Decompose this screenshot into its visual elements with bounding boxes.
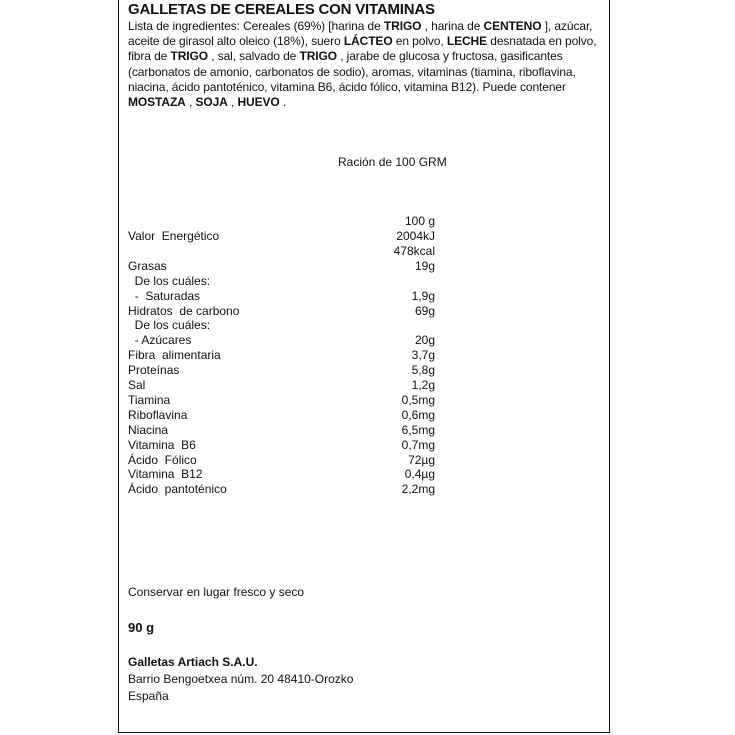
nutrition-header-value: 100 g	[404, 214, 435, 228]
nutrient-label: Sal	[128, 378, 146, 392]
ingredient-text: ,	[185, 95, 196, 110]
nutrient-value: 72µg	[408, 452, 435, 467]
ingredient-text: , sal, salvado de	[207, 49, 300, 64]
nutrient-label: Ácido pantoténico	[128, 482, 227, 497]
nutrient-label: Hidratos de carbono	[128, 303, 240, 318]
allergen-text: SOJA	[195, 95, 228, 110]
nutrition-row	[0, 408, 735, 423]
nutrient-value: 5,8g	[411, 363, 435, 378]
nutrition-row	[0, 274, 735, 289]
nutrition-row	[0, 453, 735, 468]
nutrient-value: 0,6mg	[401, 407, 435, 422]
ingredient-text: desnatada en polvo, fibra de	[128, 34, 597, 64]
allergen-text: TRIGO	[299, 49, 337, 64]
nutrition-row	[0, 259, 735, 274]
nutrient-value: 1,9g	[411, 288, 435, 303]
allergen-text: TRIGO	[170, 49, 208, 64]
company-address: Barrio Bengoetxea núm. 20 48410-Orozko	[128, 672, 354, 686]
nutrient-label: De los cuáles:	[128, 318, 211, 333]
nutrition-row	[0, 244, 735, 259]
nutrient-label: Vitamina B12	[128, 467, 203, 482]
nutrition-row	[0, 229, 735, 244]
ingredient-text: Lista de ingredientes: Cereales (69%) [harina de	[128, 19, 384, 33]
nutrient-value: 0,4µg	[404, 467, 435, 482]
nutrient-label: De los cuáles:	[128, 273, 211, 288]
nutrient-value: 3,7g	[411, 348, 435, 363]
nutrient-label: - Saturadas	[128, 288, 201, 303]
serving-size: Ración de 100 GRM	[338, 155, 447, 169]
nutrition-row	[0, 467, 735, 482]
net-weight: 90 g	[128, 620, 155, 635]
nutrition-row	[0, 289, 735, 304]
nutrition-row	[0, 378, 735, 393]
nutrient-label: Niacina	[128, 422, 169, 437]
nutrition-row	[0, 333, 735, 348]
nutrition-row	[0, 482, 735, 497]
company-country: España	[128, 689, 169, 703]
nutrient-label: Grasas	[128, 258, 167, 273]
nutrient-label: - Azúcares	[128, 333, 192, 348]
allergen-text: LECHE	[446, 34, 488, 49]
nutrient-label: Fibra alimentaria	[128, 348, 221, 363]
nutrient-value: 69g	[414, 303, 435, 318]
ingredient-text: .	[279, 95, 287, 110]
company-name: Galletas Artiach S.A.U.	[128, 655, 258, 669]
allergen-text: HUEVO	[237, 95, 280, 110]
nutrient-value: 2,2mg	[401, 482, 435, 497]
nutrient-value: 0,7mg	[401, 437, 435, 452]
allergen-text: MOSTAZA	[128, 95, 186, 110]
nutrient-label: Riboflavina	[128, 407, 188, 422]
nutrient-label: Ácido Fólico	[128, 452, 197, 467]
nutrient-value: 20g	[414, 333, 435, 348]
nutrient-value: 2004kJ	[396, 229, 435, 243]
nutrient-value: 478kcal	[393, 243, 435, 258]
storage-instructions: Conservar en lugar fresco y seco	[128, 585, 305, 599]
allergen-text: LÁCTEO	[343, 34, 393, 49]
allergen-text: TRIGO	[383, 19, 422, 33]
nutrient-value: 0,5mg	[401, 392, 435, 407]
nutrient-label: Tiamina	[128, 392, 171, 407]
nutrient-value: 1,2g	[411, 378, 435, 392]
nutrient-label: Vitamina B6	[128, 437, 196, 452]
nutrition-row	[0, 304, 735, 319]
allergen-text: CENTENO	[483, 19, 542, 33]
nutrient-label: Valor Energético	[128, 229, 220, 243]
nutrient-label: Proteínas	[128, 363, 180, 378]
ingredient-text: en polvo,	[392, 34, 447, 49]
product-title: GALLETAS DE CEREALES CON VITAMINAS	[128, 1, 435, 18]
ingredients-text	[128, 19, 610, 110]
ingredient-text: ], azúcar, aceite de girasol alto oleico (18%), suero	[128, 19, 593, 49]
nutrition-row	[0, 363, 735, 378]
ingredient-text: ,	[227, 95, 238, 110]
nutrient-value: 6,5mg	[401, 422, 435, 437]
nutrition-row	[0, 348, 735, 363]
nutrition-row	[0, 423, 735, 438]
nutrition-row	[0, 318, 735, 333]
nutrient-value: 19g	[414, 258, 435, 273]
ingredient-text: , jarabe de glucosa y fructosa, gasificantes (carbonatos de amonio, carbonatos de sodio), aromas, vitaminas (tiamina, riboflavina, niacina, ácido pantoténico, vitamina B6, ácido fólico, vitamina B12). Puede contener	[128, 49, 576, 94]
nutrition-row	[0, 438, 735, 453]
ingredient-text: , harina de	[421, 19, 484, 33]
nutrition-row	[0, 393, 735, 408]
